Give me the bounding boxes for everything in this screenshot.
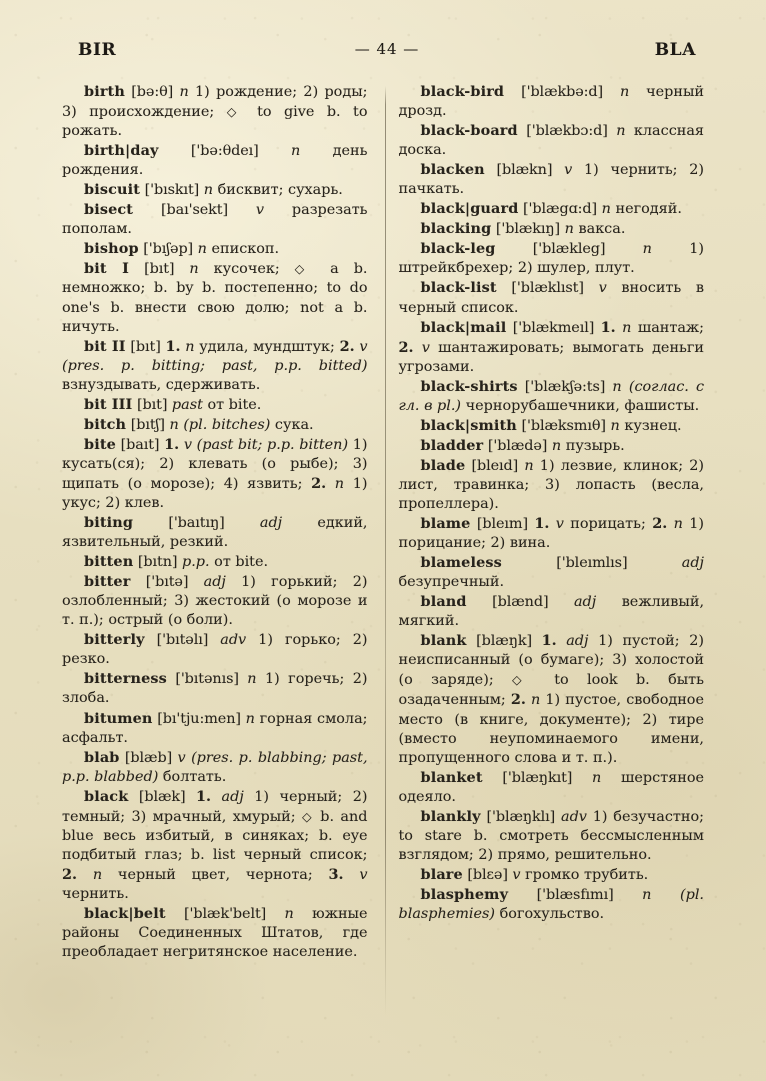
entry-part-of-speech: n [551, 437, 562, 454]
entry-transcription: [bı'tju:men] [157, 710, 241, 727]
dictionary-entry [399, 121, 705, 160]
entry-definition: 1) горечь; 2) злоба. [62, 671, 368, 707]
entry-grammar-note: (pl. bitches) [183, 416, 271, 433]
entry-definition: 1) укус; 2) клев. [62, 475, 368, 511]
entry-headword: bland [420, 593, 467, 611]
entry-part-of-speech: n [169, 416, 179, 433]
entry-grammar-note: past [171, 396, 203, 413]
entry-part-of-speech: n [197, 241, 207, 258]
running-head [78, 40, 696, 64]
entry-definition: 1) рождение; 2) роды; 3) происхождение; [62, 84, 368, 121]
entry-headword: black|mail [420, 318, 507, 336]
entry-part-of-speech: adj [573, 594, 597, 611]
entry-phrases: b. and blue весь избитый, в синяках; b. eye подбитый глаз; b. list черный список; [62, 808, 368, 863]
entry-part-of-speech: n [92, 866, 103, 883]
dictionary-entry [62, 748, 368, 787]
entry-definition: 1) горький; 2) озлобленный; 3) жестокий (о морозе и т. п.); острый (о боли). [62, 574, 368, 629]
entry-part-of-speech: v [598, 280, 607, 297]
entry-transcription: ['bıskıt] [144, 182, 200, 199]
entry-definition: день рождения. [62, 143, 368, 179]
dictionary-entry [399, 885, 705, 924]
dictionary-entry [399, 160, 705, 199]
dictionary-entry [62, 513, 368, 552]
dictionary-entry [62, 630, 368, 669]
entry-transcription: ['blæŋkıt] [502, 769, 573, 786]
entry-part-of-speech: n [642, 241, 652, 258]
entry-transcription: [bıtʃ] [130, 416, 165, 433]
entry-headword: blacken [420, 161, 485, 179]
entry-part-of-speech: n [291, 143, 301, 160]
entry-part-of-speech: n [610, 417, 620, 434]
entry-definition: сука. [270, 416, 314, 433]
dictionary-entry [399, 239, 705, 278]
dictionary-entry [62, 259, 368, 336]
entry-definition: болтать. [158, 768, 227, 785]
entry-headword: blacking [420, 220, 492, 238]
entry-part-of-speech: n [564, 221, 574, 238]
entry-headword: bitten [84, 553, 134, 571]
entry-definition: порицать; [563, 516, 653, 533]
entry-phrases: to look b. быть озадаченным; [398, 672, 704, 709]
dictionary-entry [62, 141, 368, 180]
entry-part-of-speech: v [555, 516, 564, 533]
entry-headword: bisect [84, 201, 134, 219]
entry-transcription: ['blækıŋ] [495, 221, 561, 238]
dictionary-entry [399, 553, 705, 592]
entry-headword: blab [84, 748, 120, 766]
entry-transcription: [bleım] [476, 516, 528, 533]
entry-sense-number: 2. [62, 865, 78, 883]
dictionary-entry [62, 239, 368, 259]
entry-headword: black|belt [84, 904, 166, 922]
entry-definition: вежливый, мягкий. [398, 594, 705, 630]
entry-transcription: [bə:θ] [131, 84, 174, 100]
entry-transcription: [blækn] [496, 162, 553, 179]
dictionary-entry [62, 552, 368, 572]
entry-transcription: ['bıtəlı] [156, 632, 209, 649]
entry-headword: blare [420, 865, 463, 883]
running-head-right: BLA [654, 40, 696, 60]
entry-headword: biscuit [84, 181, 141, 199]
entry-sense-number: 2. [398, 338, 414, 356]
page-folio: — 44 — [354, 40, 420, 58]
entry-grammar-note: p.p. [182, 554, 210, 571]
column-right [379, 82, 705, 1022]
entry-sense-number: 2. [339, 337, 355, 355]
entry-grammar-note: (pres. p. blabbing; past, p.p. blabbed) [62, 749, 368, 785]
entry-definition: богохульство. [495, 905, 605, 922]
page-body [62, 82, 704, 1022]
dictionary-entry [62, 572, 368, 630]
entry-definition: черный цвет, чернота; [102, 866, 329, 883]
dictionary-entry [62, 709, 368, 748]
entry-sense-number: 1. [534, 515, 550, 533]
entry-transcription: ['blæŋklı] [486, 808, 556, 825]
entry-part-of-speech: v [359, 338, 368, 355]
entry-definition: разрезать пополам. [62, 202, 368, 238]
entry-headword: blame [420, 515, 471, 533]
phrase-marker-icon: ◇ [512, 672, 536, 688]
entry-definition: шерстяное одеяло. [398, 769, 705, 805]
entry-headword: blade [420, 456, 466, 474]
dictionary-entry [399, 807, 705, 865]
entry-part-of-speech: v [177, 749, 186, 766]
entry-definition: громко трубить. [520, 866, 649, 883]
entry-headword: bitumen [84, 709, 153, 727]
dictionary-entry [399, 318, 705, 377]
dictionary-entry [399, 631, 705, 767]
dictionary-entry [399, 436, 705, 456]
entry-transcription: [bıt] [130, 338, 161, 355]
dictionary-entry [399, 768, 705, 807]
entry-part-of-speech: v [564, 162, 573, 179]
entry-headword: blank [420, 632, 467, 650]
entry-sense-number: 1. [165, 337, 181, 355]
entry-definition: чернорубашечники, фашисты. [461, 397, 700, 414]
dictionary-entry [399, 278, 705, 317]
entry-sense-number: 2. [510, 691, 526, 709]
entry-grammar-note: (pl. blasphemies) [398, 886, 705, 922]
entry-transcription: ['blækmeıl] [512, 319, 595, 336]
entry-definition: 1) штрейкбрехер; 2) шулер, плут. [398, 241, 704, 277]
entry-definition: едкий, язвительный, резкий. [62, 515, 368, 551]
entry-definition: 1) кусать(ся); 2) клевать (о рыбе); 3) щипать (о морозе); 4) язвить; [62, 436, 368, 492]
entry-definition: от bite. [209, 554, 269, 571]
entry-transcription: [bıtn] [137, 554, 178, 571]
entry-headword: bitter [84, 573, 131, 591]
entry-headword: birth|day [84, 142, 159, 160]
entry-phrases: a b. немножко; b. by b. постепенно; to do one's b. внести свою долю; not a b. ничуть. [62, 261, 368, 335]
entry-part-of-speech: adj [259, 515, 283, 532]
entry-definition: 1) пустой; 2) неисписанный (о бумаге); 3) холостой (о заряде); [398, 633, 704, 689]
entry-transcription: ['blædə] [487, 437, 548, 454]
entry-definition: 1) чернить; 2) пачкать. [398, 162, 705, 198]
entry-part-of-speech: n [334, 475, 345, 492]
entry-headword: blanket [420, 768, 483, 786]
entry-headword: bit II [84, 337, 126, 355]
entry-headword: black|guard [420, 200, 519, 218]
entry-transcription: [blænd] [492, 594, 549, 611]
entry-definition: чернить. [62, 885, 129, 902]
dictionary-entry [62, 787, 368, 904]
entry-sense-number: 2. [311, 474, 327, 492]
entry-headword: bit I [84, 260, 130, 278]
entry-sense-number: 2. [652, 515, 668, 533]
entry-part-of-speech: n [524, 457, 534, 474]
entry-sense-number: 3. [328, 865, 344, 883]
entry-definition: черный дрозд. [398, 84, 705, 120]
entry-definition: 1) лезвие, клинок; 2) лист, травинка; 3) лопасть (весла, пропеллера). [398, 457, 704, 512]
entry-transcription: [bıt] [137, 396, 168, 413]
entry-definition: 1) черный; 2) темный; 3) мрачный, хмурый; [62, 788, 368, 825]
entry-headword: black-leg [420, 240, 496, 258]
entry-definition: южные районы Соединенных Штатов, где преобладает негритянское население. [62, 905, 368, 961]
entry-transcription: ['blæksmıθ] [521, 417, 606, 434]
entry-definition: бисквит; сухарь. [213, 182, 343, 199]
entry-definition: 1) безучастно; to stare b. смотреть бессмысленным взглядом; 2) прямо, решительно. [398, 808, 704, 863]
entry-part-of-speech: n [601, 201, 611, 218]
entry-definition: 1) пустое, свободное место (в книге, документе); 2) тире (вместо неупоминаемого имени, пропущенного слова и т. п.). [398, 692, 704, 766]
entry-headword: bite [84, 435, 116, 453]
entry-headword: black-list [420, 279, 497, 297]
dictionary-entry [62, 669, 368, 708]
entry-transcription: ['blæsfımı] [536, 886, 614, 903]
dictionary-entry [62, 435, 368, 513]
entry-part-of-speech: adj [221, 788, 244, 805]
entry-definition: вносить в черный список. [398, 280, 704, 316]
entry-part-of-speech: n [189, 261, 199, 278]
dictionary-entry [62, 200, 368, 239]
column-left [62, 82, 379, 1022]
entry-definition: безупречный. [398, 574, 505, 591]
entry-headword: bitch [84, 415, 127, 433]
dictionary-entry [62, 395, 368, 415]
entry-transcription: ['bə:θdeı] [190, 143, 259, 160]
entry-headword: black|smith [420, 416, 517, 434]
entry-headword: bit III [84, 395, 133, 413]
dictionary-entry [399, 865, 705, 885]
running-head-left: BIR [78, 40, 117, 60]
entry-headword: black [84, 787, 129, 805]
entry-transcription: [blæŋk] [476, 633, 532, 650]
entry-part-of-speech: n [531, 692, 541, 709]
entry-transcription: ['bıʃəp] [143, 241, 194, 258]
entry-headword: black-bird [420, 83, 505, 100]
entry-sense-number: 1. [196, 787, 212, 805]
entry-part-of-speech: v [512, 866, 521, 883]
entry-part-of-speech: n [616, 123, 626, 140]
dictionary-entry [399, 199, 705, 219]
phrase-marker-icon: ◇ [302, 808, 314, 824]
entry-transcription: [baıt] [120, 436, 160, 453]
entry-transcription: ['bıtənıs] [175, 671, 239, 688]
entry-part-of-speech: n [622, 319, 632, 336]
entry-part-of-speech: adv [220, 632, 247, 649]
entry-part-of-speech: n [247, 671, 257, 688]
dictionary-entry [62, 82, 368, 141]
phrase-marker-icon: ◇ [294, 261, 316, 277]
entry-definition: вакса. [573, 221, 626, 238]
entry-headword: birth [84, 83, 125, 100]
entry-transcription: ['blækleg] [532, 241, 606, 258]
dictionary-entry [62, 180, 368, 200]
entry-grammar-note: (past bit; p.p. bitten) [196, 436, 349, 453]
entry-transcription: ['blæklıst] [511, 280, 584, 297]
entry-phrases: to give b. to рожать. [62, 104, 368, 140]
entry-part-of-speech: n [185, 338, 195, 355]
entry-part-of-speech: v [183, 436, 192, 453]
entry-part-of-speech: v [359, 866, 368, 883]
entry-definition: негодяй. [610, 201, 682, 218]
dictionary-entry [399, 377, 705, 416]
entry-part-of-speech: v [255, 202, 265, 219]
dictionary-entry [399, 416, 705, 436]
dictionary-entry [399, 82, 705, 121]
entry-definition: кусочек; [198, 261, 295, 278]
dictionary-entry [62, 337, 368, 395]
phrase-marker-icon: ◇ [226, 104, 245, 120]
entry-part-of-speech: n [179, 84, 189, 100]
entry-part-of-speech: adj [681, 555, 705, 572]
entry-transcription: [blæb] [124, 749, 173, 766]
entry-grammar-note: (pres. p. bitting; past, p.p. bitted) [62, 357, 368, 374]
dictionary-entry [399, 456, 705, 514]
dictionary-entry [399, 514, 705, 553]
entry-transcription: ['blæk'belt] [184, 905, 267, 922]
entry-headword: black-board [420, 122, 518, 140]
entry-definition: горная смола; асфальт. [62, 710, 368, 746]
entry-headword: biting [84, 514, 134, 532]
entry-grammar-note: (соглас. с гл. в pl.) [398, 378, 705, 414]
entry-part-of-speech: n [612, 378, 622, 395]
entry-definition: кузнец. [619, 417, 682, 434]
entry-transcription: [blæk] [138, 788, 186, 805]
dictionary-entry [399, 219, 705, 239]
entry-sense-number: 1. [164, 435, 180, 453]
dictionary-entry [399, 592, 705, 631]
entry-definition: удила, мундштук; [194, 338, 340, 355]
entry-part-of-speech: v [421, 339, 430, 356]
entry-part-of-speech: n [203, 182, 214, 199]
entry-part-of-speech: n [642, 886, 652, 903]
entry-part-of-speech: n [245, 710, 255, 727]
entry-headword: bitterness [84, 670, 167, 688]
entry-sense-number: 1. [541, 632, 557, 650]
entry-part-of-speech: n [619, 84, 630, 100]
entry-headword: blankly [420, 807, 481, 825]
entry-headword: bitterly [84, 631, 145, 649]
entry-transcription: ['blækbɔ:d] [526, 123, 608, 140]
entry-part-of-speech: n [592, 769, 602, 786]
dictionary-entry [62, 415, 368, 435]
entry-transcription: ['blækʃə:ts] [524, 378, 606, 395]
entry-transcription: [baı'sekt] [161, 202, 228, 219]
entry-part-of-speech: adj [203, 574, 226, 591]
entry-definition: 1) горько; 2) резко. [62, 632, 368, 668]
entry-part-of-speech: adj [566, 633, 589, 650]
entry-transcription: [bleıd] [471, 457, 519, 474]
entry-headword: bishop [84, 240, 139, 258]
entry-part-of-speech: n [673, 516, 683, 533]
dictionary-entry [62, 904, 368, 962]
entry-transcription: ['baıtıŋ] [168, 515, 225, 532]
entry-definition: пузырь. [561, 437, 625, 454]
entry-definition: от bite. [202, 396, 262, 413]
entry-definition: классная доска. [398, 123, 705, 159]
entry-transcription: ['bıtə] [145, 574, 189, 591]
entry-definition: 1) порицание; 2) вина. [398, 516, 705, 552]
entry-headword: blasphemy [420, 885, 509, 903]
entry-definition: шантажировать; вымогать деньги угрозами. [398, 339, 705, 375]
entry-transcription: ['blækbə:d] [521, 84, 604, 100]
entry-sense-number: 1. [600, 318, 616, 336]
entry-headword: bladder [420, 436, 484, 454]
entry-definition: епископ. [206, 241, 280, 258]
entry-transcription: [bıt] [144, 261, 175, 278]
entry-definition: взнуздывать, сдерживать. [62, 376, 261, 393]
entry-transcription: ['blægɑ:d] [523, 201, 598, 218]
entry-headword: black-shirts [420, 377, 518, 395]
entry-transcription: ['bleımlıs] [556, 555, 628, 572]
entry-part-of-speech: n [284, 905, 294, 922]
entry-headword: blameless [420, 554, 502, 572]
entry-part-of-speech: adv [561, 808, 587, 825]
entry-definition: шантаж; [631, 319, 704, 336]
entry-transcription: [blɛə] [467, 866, 508, 883]
